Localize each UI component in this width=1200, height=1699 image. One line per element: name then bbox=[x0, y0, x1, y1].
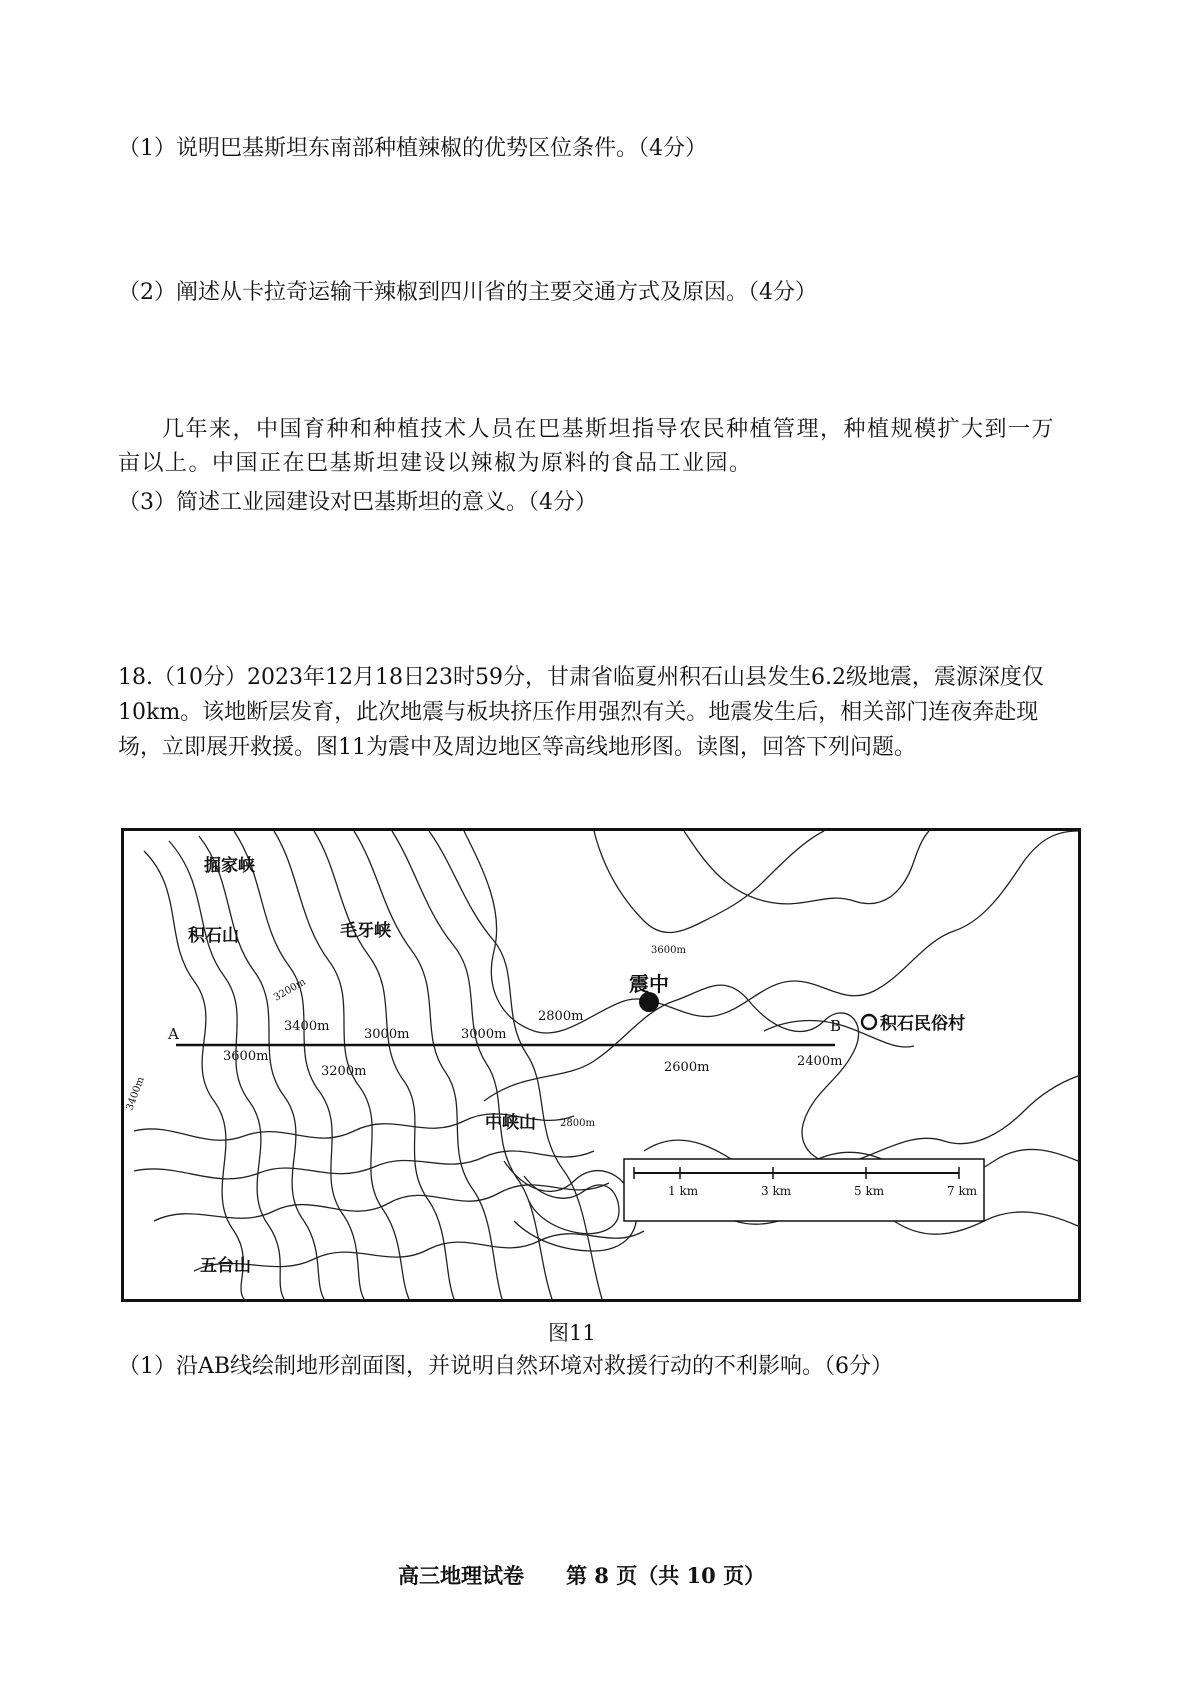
question-17-1: （1）说明巴基斯坦东南部种植辣椒的优势区位条件。（4分） bbox=[118, 136, 707, 161]
contour-label: 3400m bbox=[124, 1075, 147, 1113]
contour-map-drawing bbox=[124, 831, 1078, 1299]
place-xiajia: 掘家峡 bbox=[204, 856, 255, 876]
question-17-3: （3）简述工业园建设对巴基斯坦的意义。（4分） bbox=[118, 490, 597, 515]
question-18-1: （1）沿AB线绘制地形剖面图，并说明自然环境对救援行动的不利影响。（6分） bbox=[118, 1354, 894, 1379]
point-b-label: B bbox=[830, 1017, 842, 1035]
contour-label: 3200m bbox=[321, 1064, 367, 1079]
footer-page-number: 第 8 页（共 10 页） bbox=[566, 1563, 766, 1588]
scale-tick-label: 3 km bbox=[761, 1184, 792, 1198]
scale-tick-label: 5 km bbox=[854, 1184, 885, 1198]
contour-lines bbox=[134, 831, 644, 1299]
contour-label: 3600m bbox=[651, 945, 686, 956]
scale-tick-label: 7 km bbox=[947, 1184, 978, 1198]
point-a-label: A bbox=[168, 1025, 179, 1043]
place-jishishan: 积石山 bbox=[188, 926, 239, 946]
epicenter-label: 震中 bbox=[629, 972, 669, 996]
contour-label: 2800m bbox=[538, 1009, 584, 1024]
figure-caption: 图11 bbox=[548, 1321, 596, 1345]
contour-label: 3000m bbox=[364, 1027, 410, 1042]
village-marker bbox=[862, 1015, 876, 1029]
contour-map bbox=[121, 828, 1081, 1302]
contour-label: 3000m bbox=[461, 1027, 507, 1042]
village-label: 积石民俗村 bbox=[880, 1014, 965, 1034]
contour-label: 2600m bbox=[664, 1060, 710, 1075]
place-maoyaxia: 毛牙峡 bbox=[340, 921, 391, 941]
place-zhongxiashan: 中峡山 bbox=[485, 1113, 536, 1133]
scale-bar bbox=[624, 1159, 984, 1221]
scale-tick-label: 1 km bbox=[668, 1184, 699, 1198]
footer-subject: 高三地理试卷 bbox=[398, 1563, 524, 1588]
question-18-intro: 18.（10分）2023年12月18日23时59分，甘肃省临夏州积石山县发生6.2级地震，震源深度仅10km。该地断层发育，此次地震与板块挤压作用强烈有关。地震发生后，相关部门连夜奔赴现场，立即展开救援。图11为震中及周边地区等高线地形图。读图，回答下列问题。 bbox=[118, 665, 1044, 760]
question-17-context: 几年来，中国育种和种植技术人员在巴基斯坦指导农民种植管理，种植规模扩大到一万亩以上。中国正在巴基斯坦建设以辣椒为原料的食品工业园。 bbox=[118, 417, 1056, 476]
contour-label: 2400m bbox=[797, 1054, 843, 1069]
contour-label: 3600m bbox=[223, 1049, 269, 1064]
contour-label: 2800m bbox=[560, 1118, 595, 1129]
contour-label: 3400m bbox=[284, 1019, 330, 1034]
contour-label: 3200m bbox=[272, 976, 308, 1004]
question-17-2: （2）阐述从卡拉奇运输干辣椒到四川省的主要交通方式及原因。（4分） bbox=[118, 280, 817, 305]
place-wutaishan: 五台山 bbox=[200, 1256, 251, 1276]
